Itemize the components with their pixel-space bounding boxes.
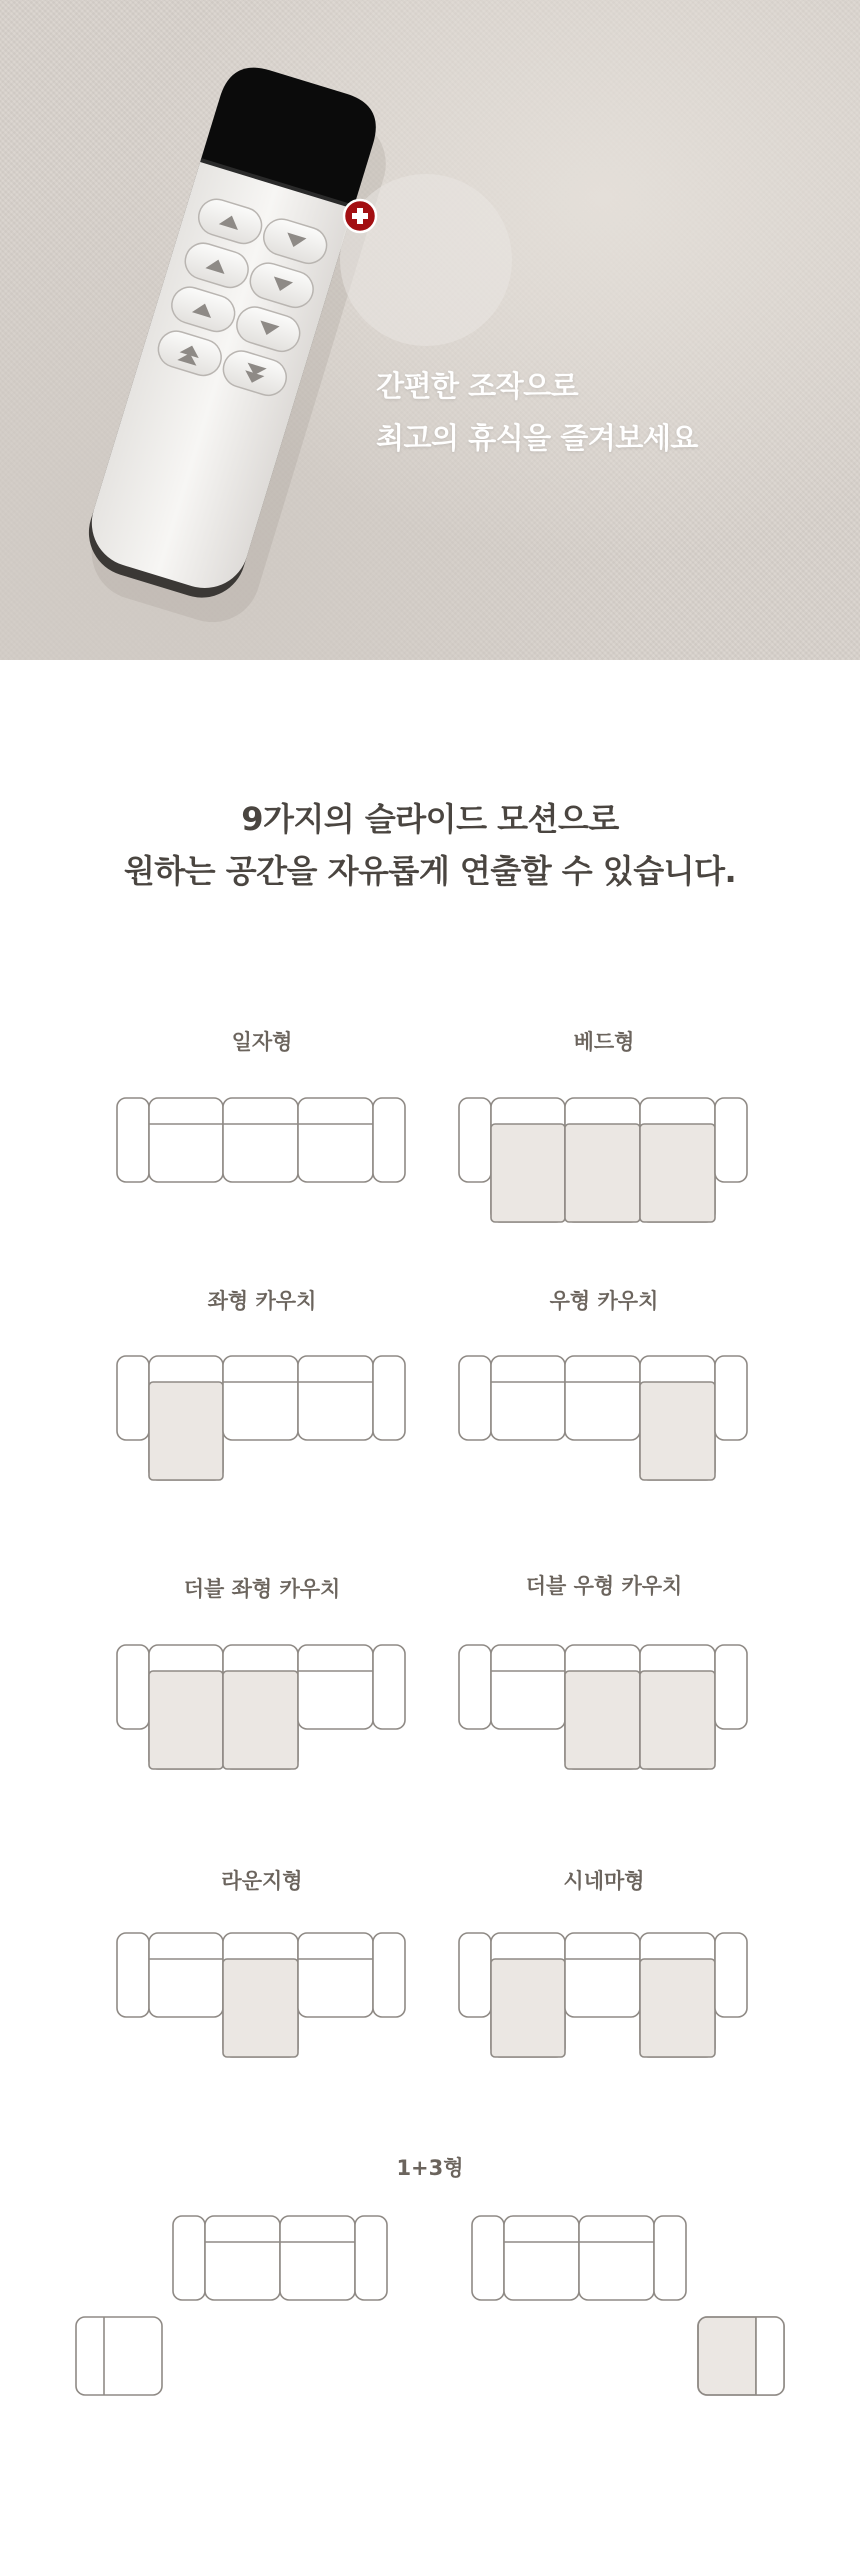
sofa-straight-icon (117, 1098, 405, 1182)
type-label-lounge: 라운지형 (221, 1869, 303, 1893)
type-label-bed: 베드형 (573, 1030, 635, 1054)
type-label-double-left-couch: 더블 좌형 카우치 (183, 1577, 341, 1601)
type-label-right-couch: 우형 카우치 (549, 1289, 659, 1313)
sofa-left-couch-icon (117, 1356, 405, 1480)
sofa-bed-icon (459, 1098, 747, 1222)
type-label-straight: 일자형 (231, 1030, 293, 1054)
sofa-double-left-couch-icon (117, 1645, 405, 1769)
sofa-one-plus-three-icon (76, 2216, 784, 2395)
headline-line-1: 9가지의 슬라이드 모션으로 (241, 800, 619, 838)
sofa-double-right-couch-icon (459, 1645, 747, 1769)
hero-caption-line-2: 최고의 휴식을 즐겨보세요 (376, 421, 698, 455)
type-label-one-plus-three: 1+3형 (396, 2156, 464, 2180)
sofa-lounge-icon (117, 1933, 405, 2057)
type-label-double-right-couch: 더블 우형 카우치 (525, 1574, 683, 1598)
type-label-cinema: 시네마형 (563, 1869, 645, 1893)
sofa-cinema-icon (459, 1933, 747, 2057)
type-label-left-couch: 좌형 카우치 (207, 1289, 317, 1313)
headline-line-2: 원하는 공간을 자유롭게 연출할 수 있습니다. (123, 852, 737, 890)
hero-caption-line-1: 간편한 조작으로 (376, 369, 579, 403)
sofa-right-couch-icon (459, 1356, 747, 1480)
